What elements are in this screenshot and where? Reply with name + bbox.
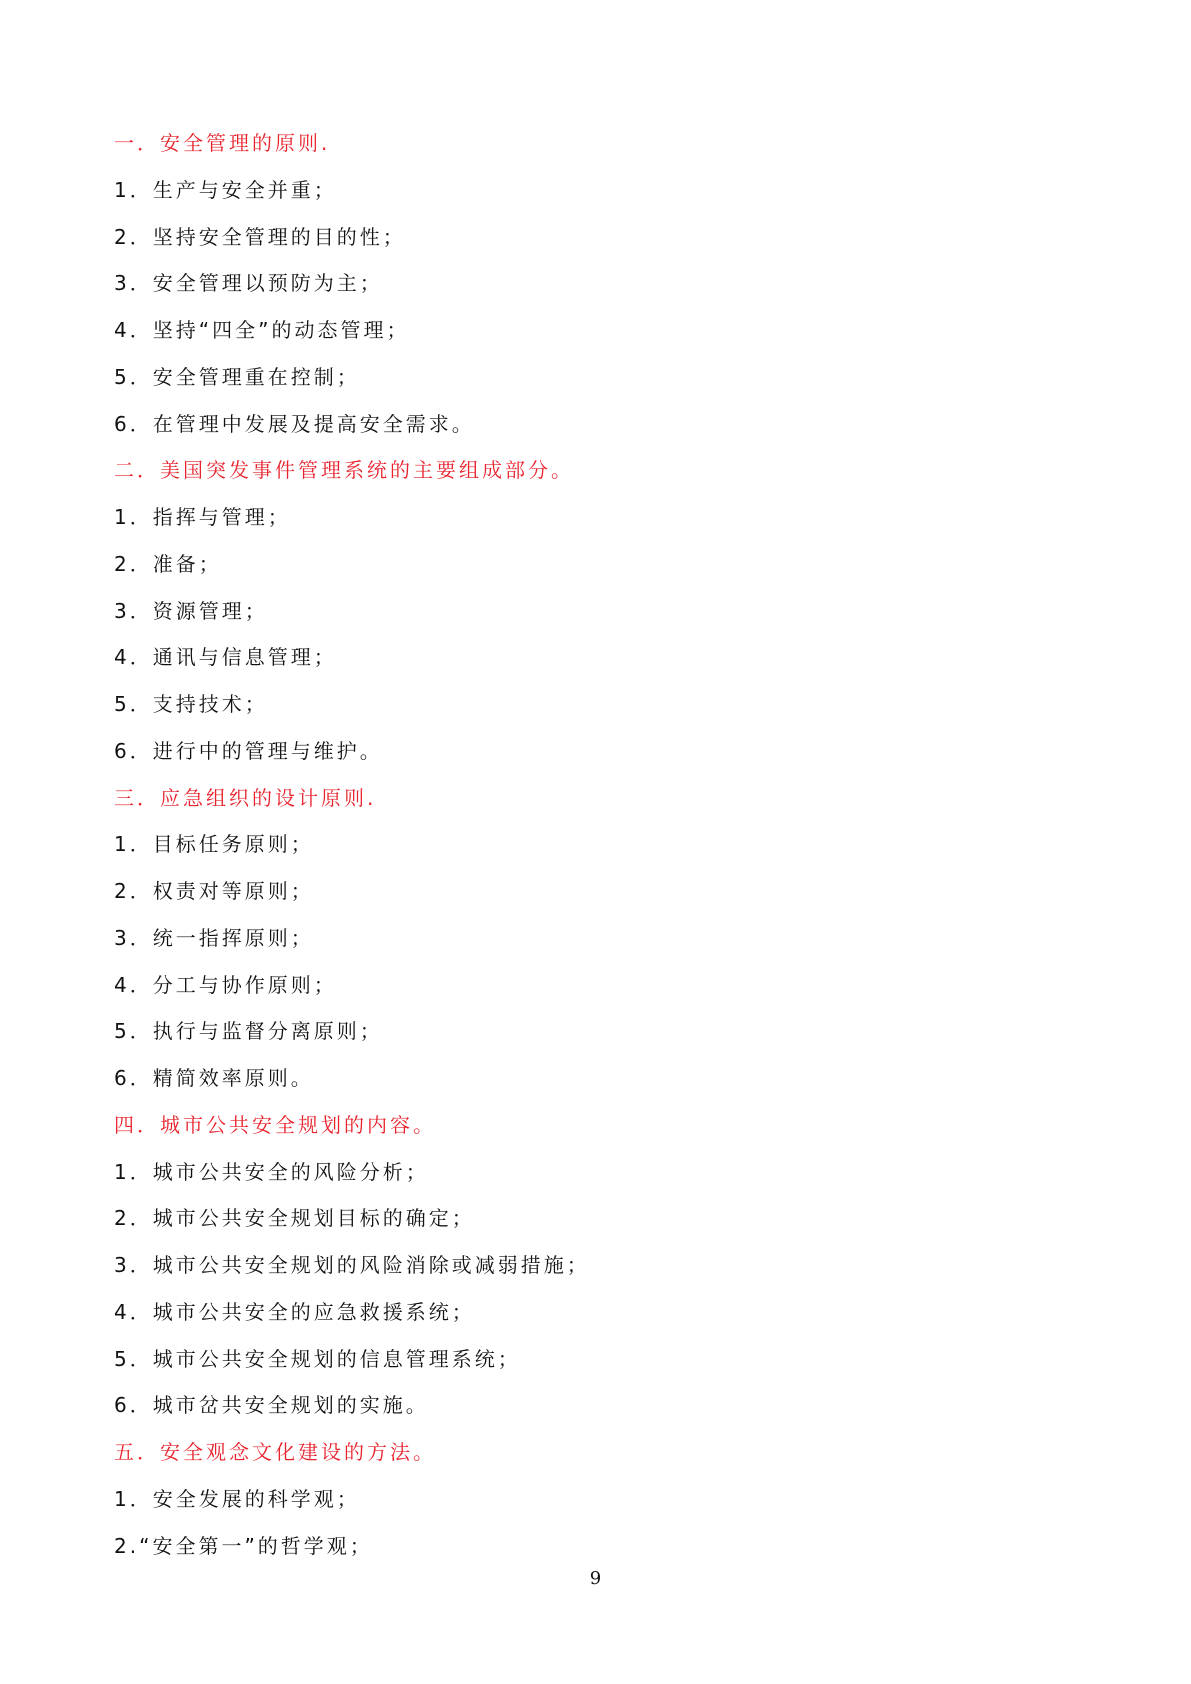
list-item: 5．城市公共安全规划的信息管理系统；	[114, 1346, 521, 1371]
section-heading: 一．安全管理的原则.	[114, 131, 331, 155]
list-item: 5．安全管理重在控制；	[114, 364, 360, 389]
list-item: 3．城市公共安全规划的风险消除或减弱措施；	[114, 1253, 590, 1277]
list-item: 2．城市公共安全规划目标的确定；	[114, 1206, 475, 1231]
list-item: 6．精简效率原则。	[114, 1066, 314, 1090]
list-item: 1．指挥与管理；	[114, 505, 291, 529]
list-item: 1．目标任务原则；	[114, 832, 314, 857]
list-item: 4．通讯与信息管理；	[114, 645, 337, 670]
list-item: 6．在管理中发展及提高安全需求。	[114, 411, 475, 436]
list-item: 2．坚持安全管理的目的性；	[114, 224, 406, 249]
list-item: 6．城市岔共安全规划的实施。	[114, 1393, 429, 1418]
list-item: 5．执行与监督分离原则；	[114, 1019, 383, 1044]
list-item: 4．分工与协作原则；	[114, 972, 337, 997]
list-item: 3．资源管理；	[114, 598, 268, 623]
list-item: 1．生产与安全并重；	[114, 177, 337, 202]
section-heading: 三．应急组织的设计原则.	[114, 785, 377, 810]
list-item: 2．权责对等原则；	[114, 879, 314, 903]
list-item: 3．统一指挥原则；	[114, 925, 314, 950]
list-item: 2.“安全第一”的哲学观；	[114, 1533, 373, 1558]
section-heading: 二．美国突发事件管理系统的主要组成部分。	[114, 458, 574, 483]
list-item: 1．城市公共安全的风险分析；	[114, 1159, 429, 1184]
section-heading: 四．城市公共安全规划的内容。	[114, 1112, 436, 1137]
list-item: 6．进行中的管理与维护。	[114, 738, 383, 763]
list-item: 2．准备；	[114, 551, 222, 576]
list-item: 3．安全管理以预防为主；	[114, 271, 383, 296]
list-item: 4．坚持“四全”的动态管理；	[114, 318, 410, 342]
list-item: 5．支持技术；	[114, 692, 268, 716]
section-heading: 五．安全观念文化建设的方法。	[114, 1440, 436, 1464]
page-number: 9	[589, 1568, 602, 1589]
list-item: 4．城市公共安全的应急救援系统；	[114, 1299, 475, 1324]
document-body	[114, 120, 1114, 1569]
list-item: 1．安全发展的科学观；	[114, 1486, 360, 1511]
